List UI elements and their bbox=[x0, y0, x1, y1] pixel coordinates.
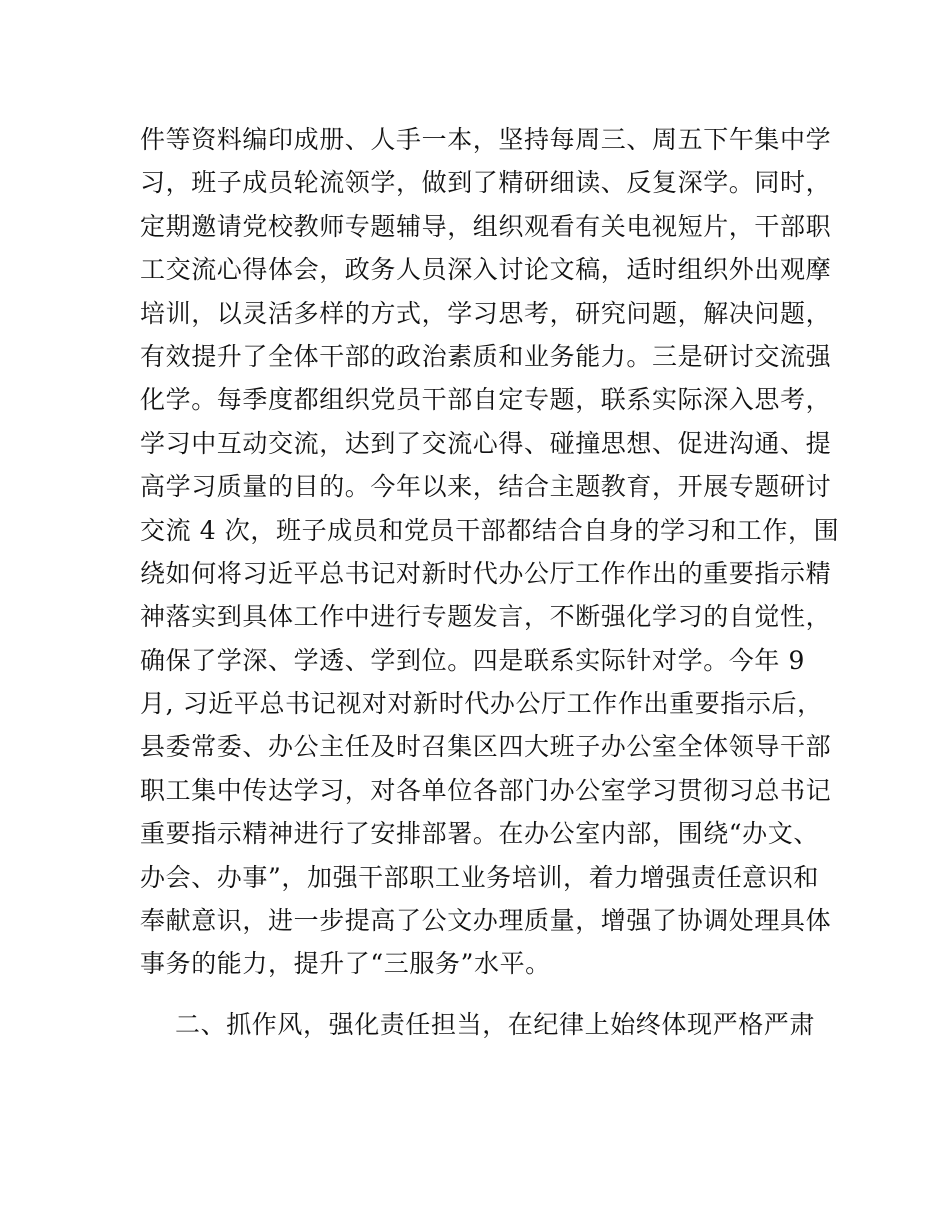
paragraph-line: 学习中互动交流，达到了交流心得、碰撞思想、促进沟通、提 bbox=[140, 428, 832, 458]
paragraph-line: 交流 4 次，班子成员和党员干部都结合自身的学习和工作，围 bbox=[140, 515, 840, 545]
paragraph-line: 职工集中传达学习，对各单位各部门办公室学习贯彻习总书记 bbox=[140, 775, 832, 805]
paragraph-line: 定期邀请党校教师专题辅导，组织观看有关电视短片，干部职 bbox=[140, 211, 832, 241]
paragraph-line: 奉献意识，进一步提高了公文办理质量，增强了协调处理具体 bbox=[140, 906, 832, 936]
section-heading: 二、抓作风，强化责任担当，在纪律上始终体现严格严肃 bbox=[175, 1010, 816, 1039]
paragraph-line: 工交流心得体会，政务人员深入讨论文稿，适时组织外出观摩 bbox=[140, 255, 832, 285]
paragraph-line: 神落实到具体工作中进行专题发言，不断强化学习的自觉性， bbox=[140, 602, 832, 632]
paragraph-line: 习，班子成员轮流领学，做到了精研细读、反复深学。同时， bbox=[140, 168, 832, 198]
paragraph-line: 县委常委、办公主任及时召集区四大班子办公室全体领导干部 bbox=[140, 732, 832, 762]
paragraph-line: 件等资料编印成册、人手一本，坚持每周三、周五下午集中学 bbox=[140, 125, 832, 154]
paragraph-line: 化学。每季度都组织党员干部自定专题，联系实际深入思考， bbox=[140, 385, 832, 415]
paragraph-line: 重要指示精神进行了安排部署。在办公室内部，围绕“办文、 bbox=[140, 819, 819, 849]
paragraph-line: 绕如何将习近平总书记对新时代办公厅工作作出的重要指示精 bbox=[140, 558, 832, 588]
paragraph-line: 高学习质量的目的。今年以来，结合主题教育，开展专题研讨 bbox=[140, 472, 832, 502]
paragraph-line: 培训，以灵活多样的方式，学习思考，研究问题，解决问题， bbox=[140, 298, 832, 328]
paragraph-line: 办会、办事”，加强干部职工业务培训，着力增强责任意识和 bbox=[140, 862, 819, 892]
paragraph-line: 事务的能力，提升了“三服务”水平。 bbox=[140, 949, 551, 979]
paragraph-line: 月, 习近平总书记视对对新时代办公厅工作作出重要指示后， bbox=[140, 689, 823, 719]
paragraph-line: 确保了学深、学透、学到位。四是联系实际针对学。今年 9 bbox=[140, 645, 806, 675]
paragraph-line: 有效提升了全体干部的政治素质和业务能力。三是研讨交流强 bbox=[140, 341, 832, 371]
body-paragraph bbox=[140, 118, 840, 986]
